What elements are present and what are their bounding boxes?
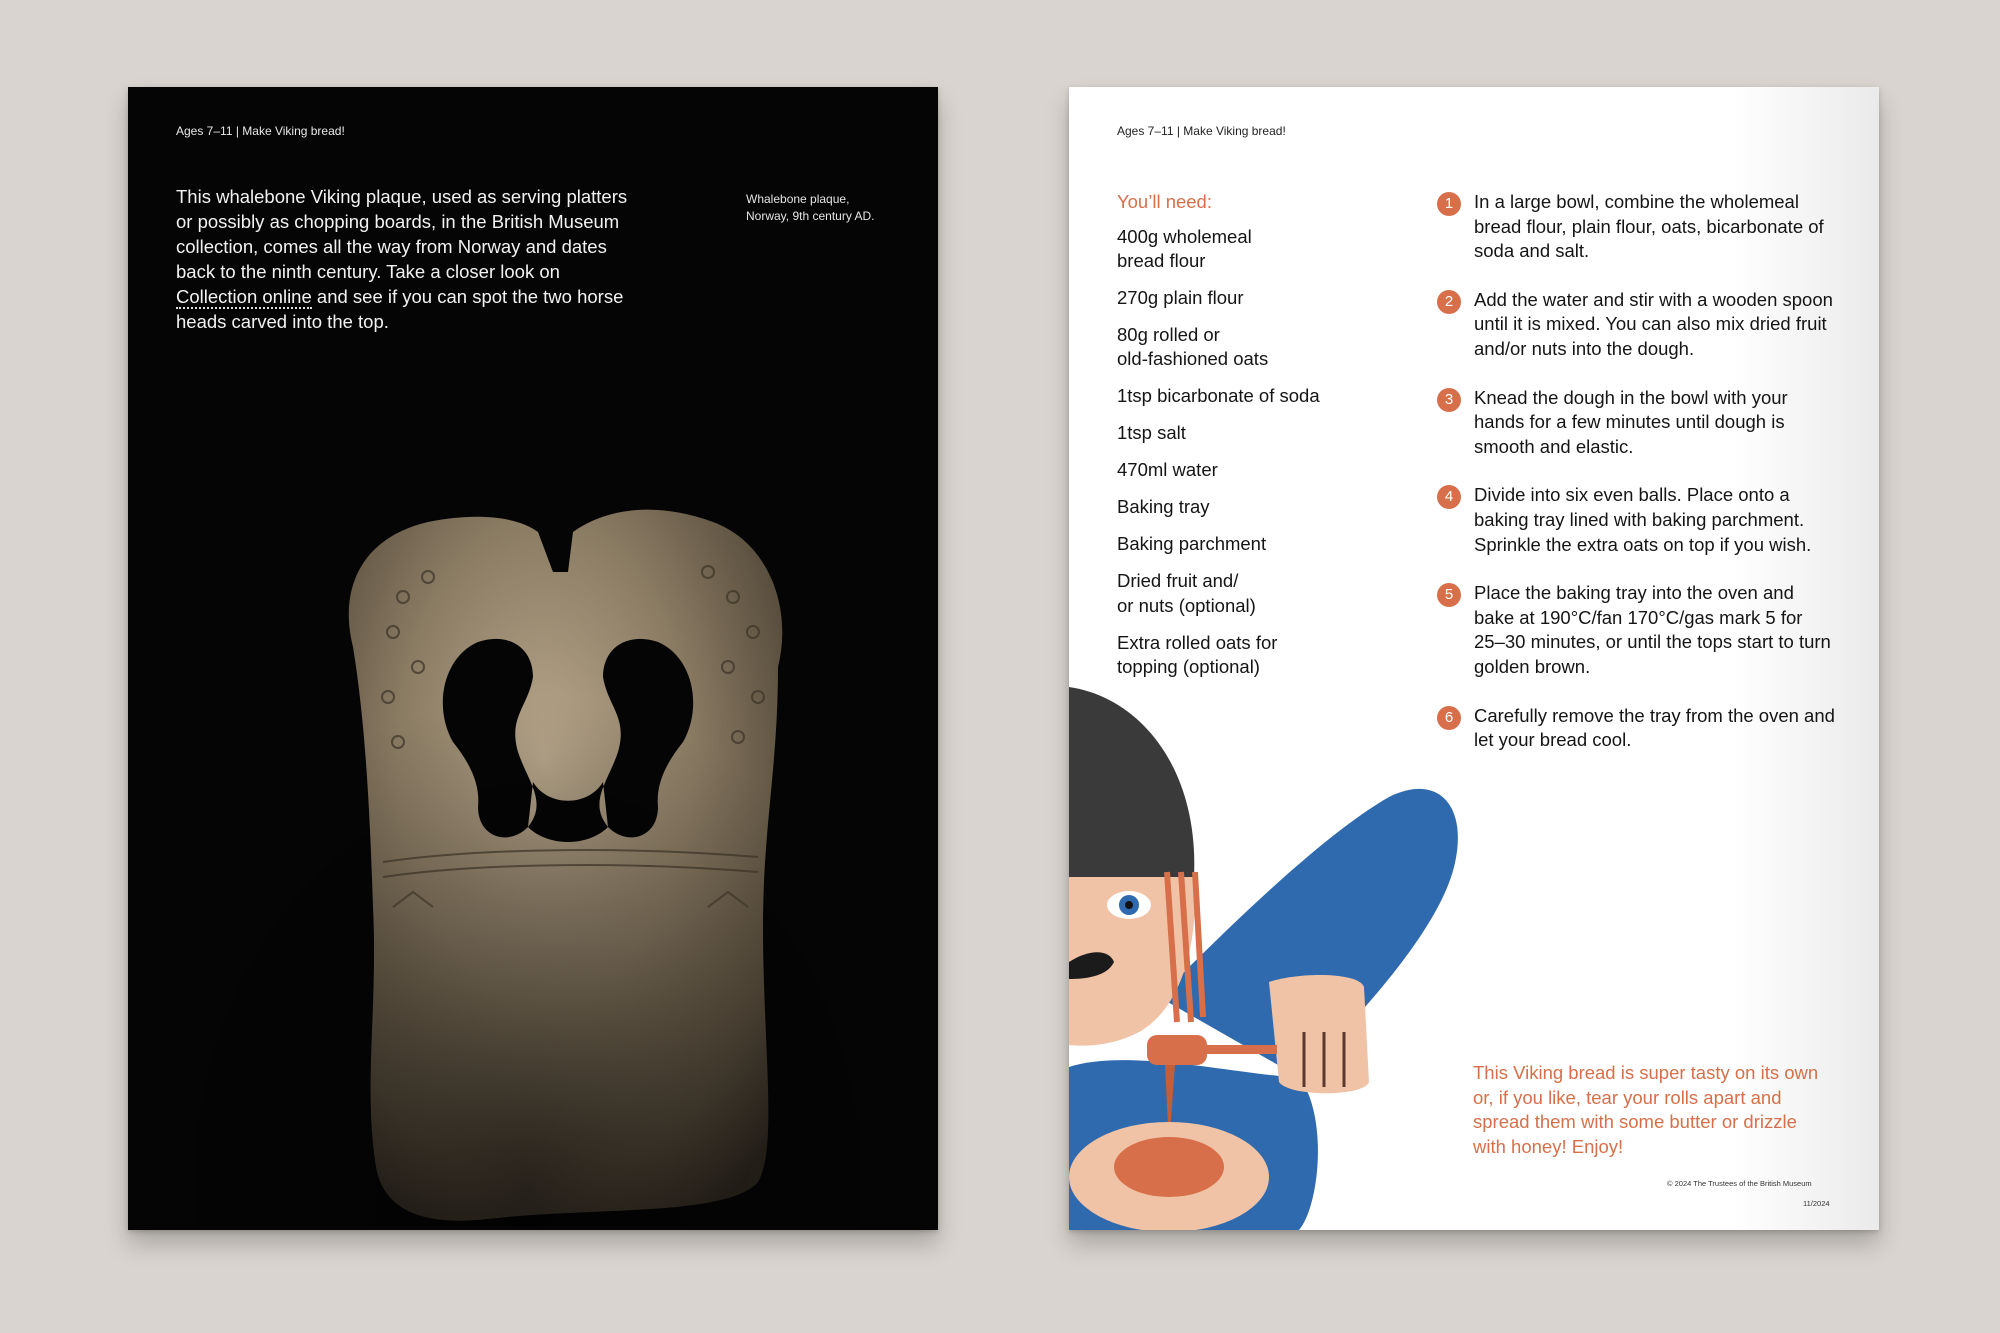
method-steps	[1437, 190, 1837, 777]
ingredients-title: You’ll need:	[1117, 191, 1212, 212]
plaque-caption	[746, 191, 916, 225]
intro-text-start: This whalebone Viking plaque, used as serving platters or possibly as chopping boards, in the British Museum collection, comes all the way from Norway and dates back to the ninth century. Take a closer look on	[176, 186, 628, 282]
intro-paragraph	[176, 185, 636, 335]
step-text: Carefully remove the tray from the oven and let your bread cool.	[1474, 704, 1835, 751]
step-text: Add the water and stir with a wooden spoon until it is mixed. You can also mix dried fruit and/or nuts into the dough.	[1474, 288, 1833, 359]
right-page	[1069, 87, 1879, 1230]
step-number-badge: 1	[1437, 192, 1461, 216]
caption-line-2: Norway, 9th century AD.	[746, 208, 875, 223]
ingredient-item: Extra rolled oats for topping (optional)	[1117, 631, 1278, 677]
caption-line-1: Whalebone plaque,	[746, 192, 850, 206]
step-text: Place the baking tray into the oven and bake at 190°C/fan 170°C/gas mark 5 for 25–30 minutes, or until the tops start to turn golden brown.	[1474, 582, 1831, 677]
ingredient-item: 470ml water	[1117, 459, 1218, 481]
step-text: Knead the dough in the bowl with your hands for a few minutes until dough is smooth and elastic.	[1474, 386, 1788, 457]
breadcrumb: Ages 7–11 | Make Viking bread!	[176, 124, 345, 138]
whalebone-plaque-image	[188, 407, 868, 1227]
intro-text-end: and see if you can spot the two horse heads carved into the top.	[176, 285, 624, 332]
ingredient-item: 270g plain flour	[1117, 287, 1244, 309]
ingredient-item: 1tsp salt	[1117, 422, 1186, 444]
closing-note: This Viking bread is super tasty on its own or, if you like, tear your rolls apart and spread them with some butter or drizzle with honey! Enjoy!	[1473, 1062, 1819, 1157]
viking-illustration	[1069, 687, 1469, 1230]
step-number-badge: 6	[1437, 706, 1461, 730]
step-number-badge: 3	[1437, 388, 1461, 412]
left-page	[128, 87, 938, 1230]
step-text: In a large bowl, combine the wholemeal bread flour, plain flour, oats, bicarbonate of soda and salt.	[1474, 191, 1824, 262]
ingredient-item: Baking tray	[1117, 496, 1210, 518]
step-text: Divide into six even balls. Place onto a baking tray lined with baking parchment. Sprinkle the extra oats on top if you wish.	[1474, 484, 1812, 555]
step-6	[1437, 704, 1837, 753]
step-4	[1437, 483, 1837, 557]
ingredient-item: 80g rolled or old-fashioned oats	[1117, 324, 1269, 370]
step-5	[1437, 581, 1837, 679]
step-number-badge: 2	[1437, 290, 1461, 314]
step-1	[1437, 190, 1837, 264]
print-date: 11/2024	[1803, 1199, 1830, 1208]
step-number-badge: 5	[1437, 583, 1461, 607]
ingredient-item: Dried fruit and/ or nuts (optional)	[1117, 570, 1256, 616]
step-2	[1437, 288, 1837, 362]
copyright-text: © 2024 The Trustees of the British Museum	[1667, 1179, 1812, 1188]
ingredient-item: 400g wholemeal bread flour	[1117, 226, 1252, 272]
ingredients-list	[1117, 191, 1377, 692]
step-number-badge: 4	[1437, 485, 1461, 509]
ingredient-item: Baking parchment	[1117, 533, 1267, 555]
ingredient-item: 1tsp bicarbonate of soda	[1117, 385, 1320, 407]
breadcrumb: Ages 7–11 | Make Viking bread!	[1117, 124, 1286, 138]
collection-online-link[interactable]: Collection online	[176, 285, 312, 307]
step-3	[1437, 386, 1837, 460]
